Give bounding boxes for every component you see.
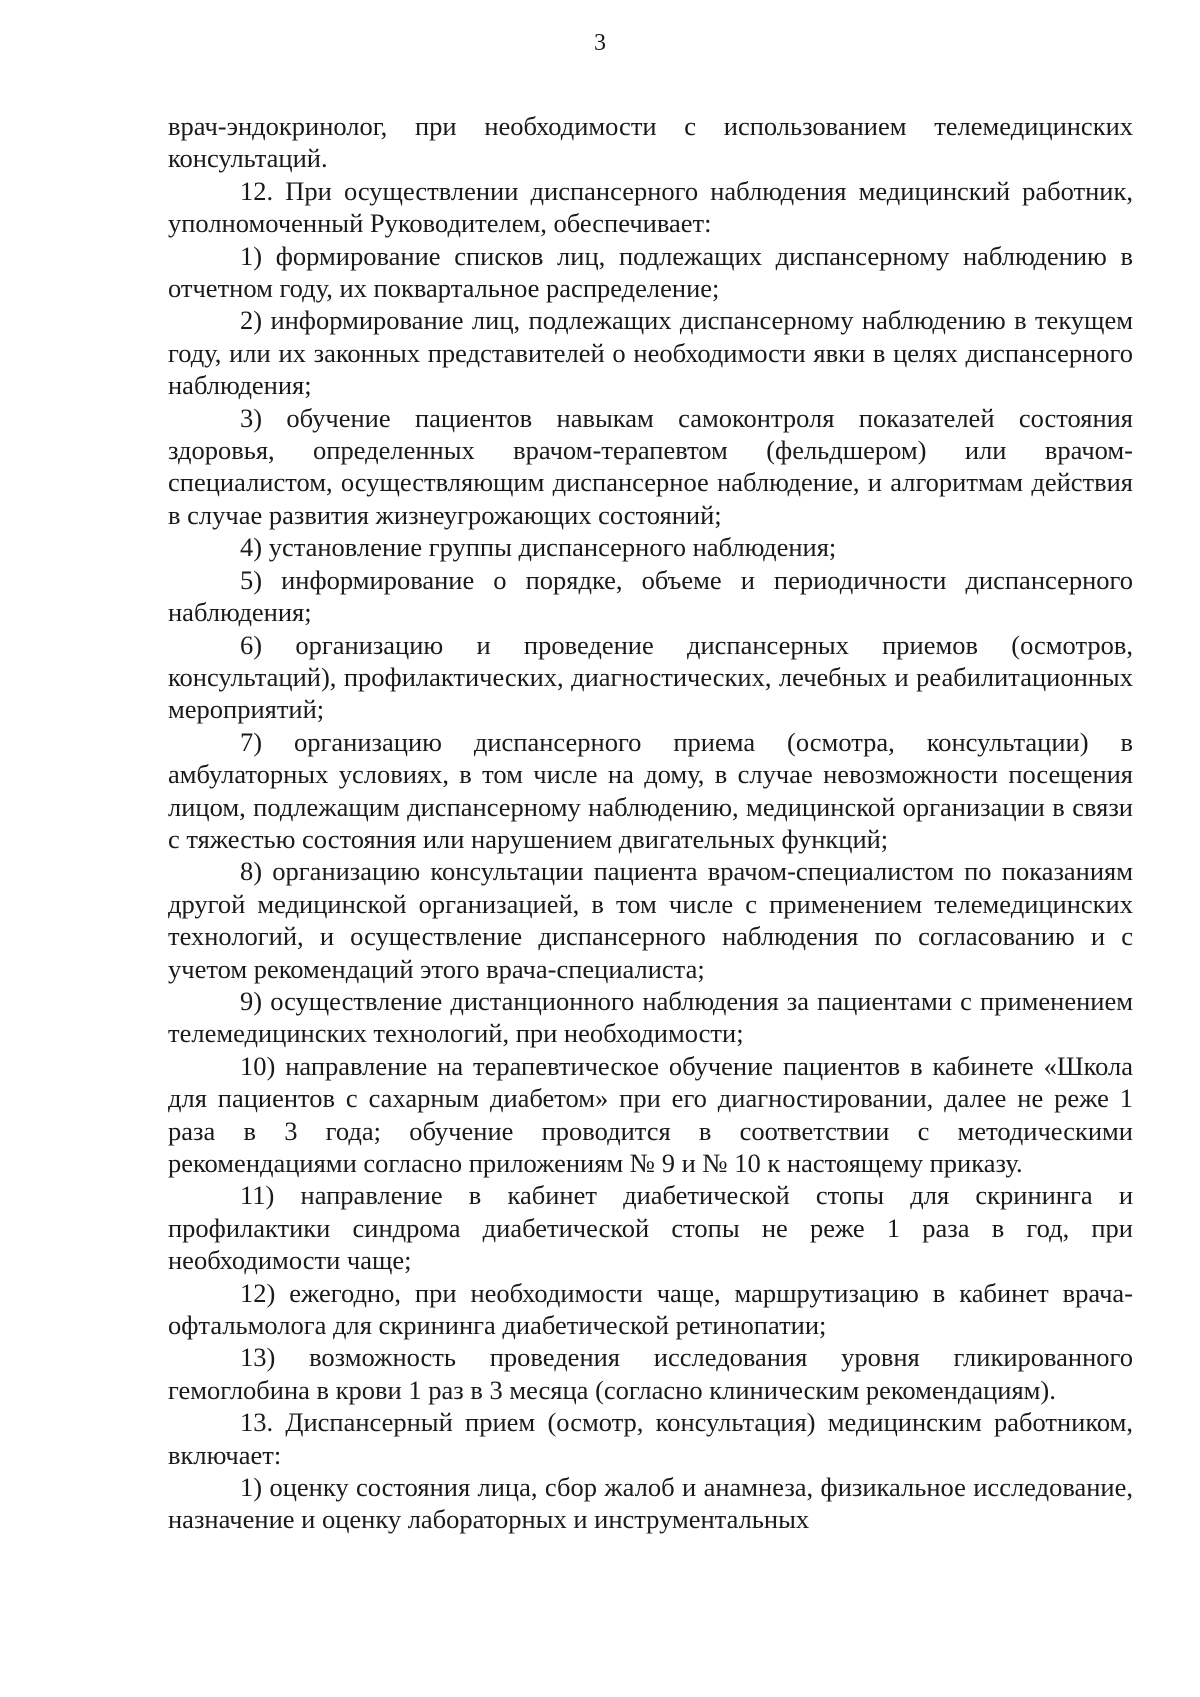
paragraph-item-12: 12. При осуществлении диспансерного наблюдения медицинский работник, уполномоченный Руководителем, обеспечивает: [168,175,1133,239]
list-item-9: 9) осуществление дистанционного наблюдения за пациентами с применением телемедицинских технологий, при необходимости; [168,985,1133,1049]
list-item-8: 8) организацию консультации пациента врачом-специалистом по показаниям другой медицинской организацией, в том числе с применением телемедицинских технологий, и осуществление диспансерного наблюдения по согласованию и с учетом рекомендаций этого врача-специалиста; [168,856,1133,984]
list-item-11: 11) направление в кабинет диабетической стопы для скрининга и профилактики синдрома диабетической стопы не реже 1 раза в год, при необходимости чаще; [168,1180,1133,1276]
list-item-6: 6) организацию и проведение диспансерных приемов (осмотров, консультаций), профилактических, диагностических, лечебных и реабилитационных мероприятий; [168,629,1133,725]
list-item-1: 1) формирование списков лиц, подлежащих диспансерному наблюдению в отчетном году, их поквартальное распределение; [168,240,1133,304]
list-item-4: 4) установление группы диспансерного наблюдения; [240,532,837,563]
document-body [168,110,1133,1536]
paragraph-continuation: врач-эндокринолог, при необходимости с использованием телемедицинских консультаций. [168,111,1133,174]
paragraph-item-13: 13. Диспансерный прием (осмотр, консультация) медицинским работником, включает: [168,1407,1133,1470]
list-item-12: 12) ежегодно, при необходимости чаще, маршрутизацию в кабинет врача-офтальмолога для скрининга диабетической ретинопатии; [168,1277,1133,1341]
page-number: 3 [594,30,606,56]
list-item-2: 2) информирование лиц, подлежащих диспансерному наблюдению в текущем году, или их законных представителей о необходимости явки в целях диспансерного наблюдения; [168,305,1133,401]
list-item-5: 5) информирование о порядке, объеме и периодичности диспансерного наблюдения; [168,564,1133,628]
list-item-3: 3) обучение пациентов навыкам самоконтроля показателей состояния здоровья, определенных врачом-терапевтом (фельдшером) или врачом-специалистом, осуществляющим диспансерное наблюдение, и алгоритмам действия в случае развития жизнеугрожающих состояний; [168,402,1133,530]
list-item-1-exam: 1) оценку состояния лица, сбор жалоб и анамнеза, физикальное исследование, назначение и оценку лабораторных и инструментальных [168,1472,1133,1535]
list-item-10: 10) направление на терапевтическое обучение пациентов в кабинете «Школа для пациентов с сахарным диабетом» при его диагностировании, далее не реже 1 раза в 3 года; обучение проводится в соответствии с методическими рекомендациями согласно приложениям № 9 и № 10 к настоящему приказу. [168,1050,1133,1178]
list-item-13: 13) возможность проведения исследования уровня гликированного гемоглобина в крови 1 раз в 3 месяца (согласно клиническим рекомендациям). [168,1342,1133,1405]
list-item-7: 7) организацию диспансерного приема (осмотра, консультации) в амбулаторных условиях, в том числе на дому, в случае невозможности посещения лицом, подлежащим диспансерному наблюдению, медицинской организации в связи с тяжестью состояния или нарушением двигательных функций; [168,726,1133,854]
